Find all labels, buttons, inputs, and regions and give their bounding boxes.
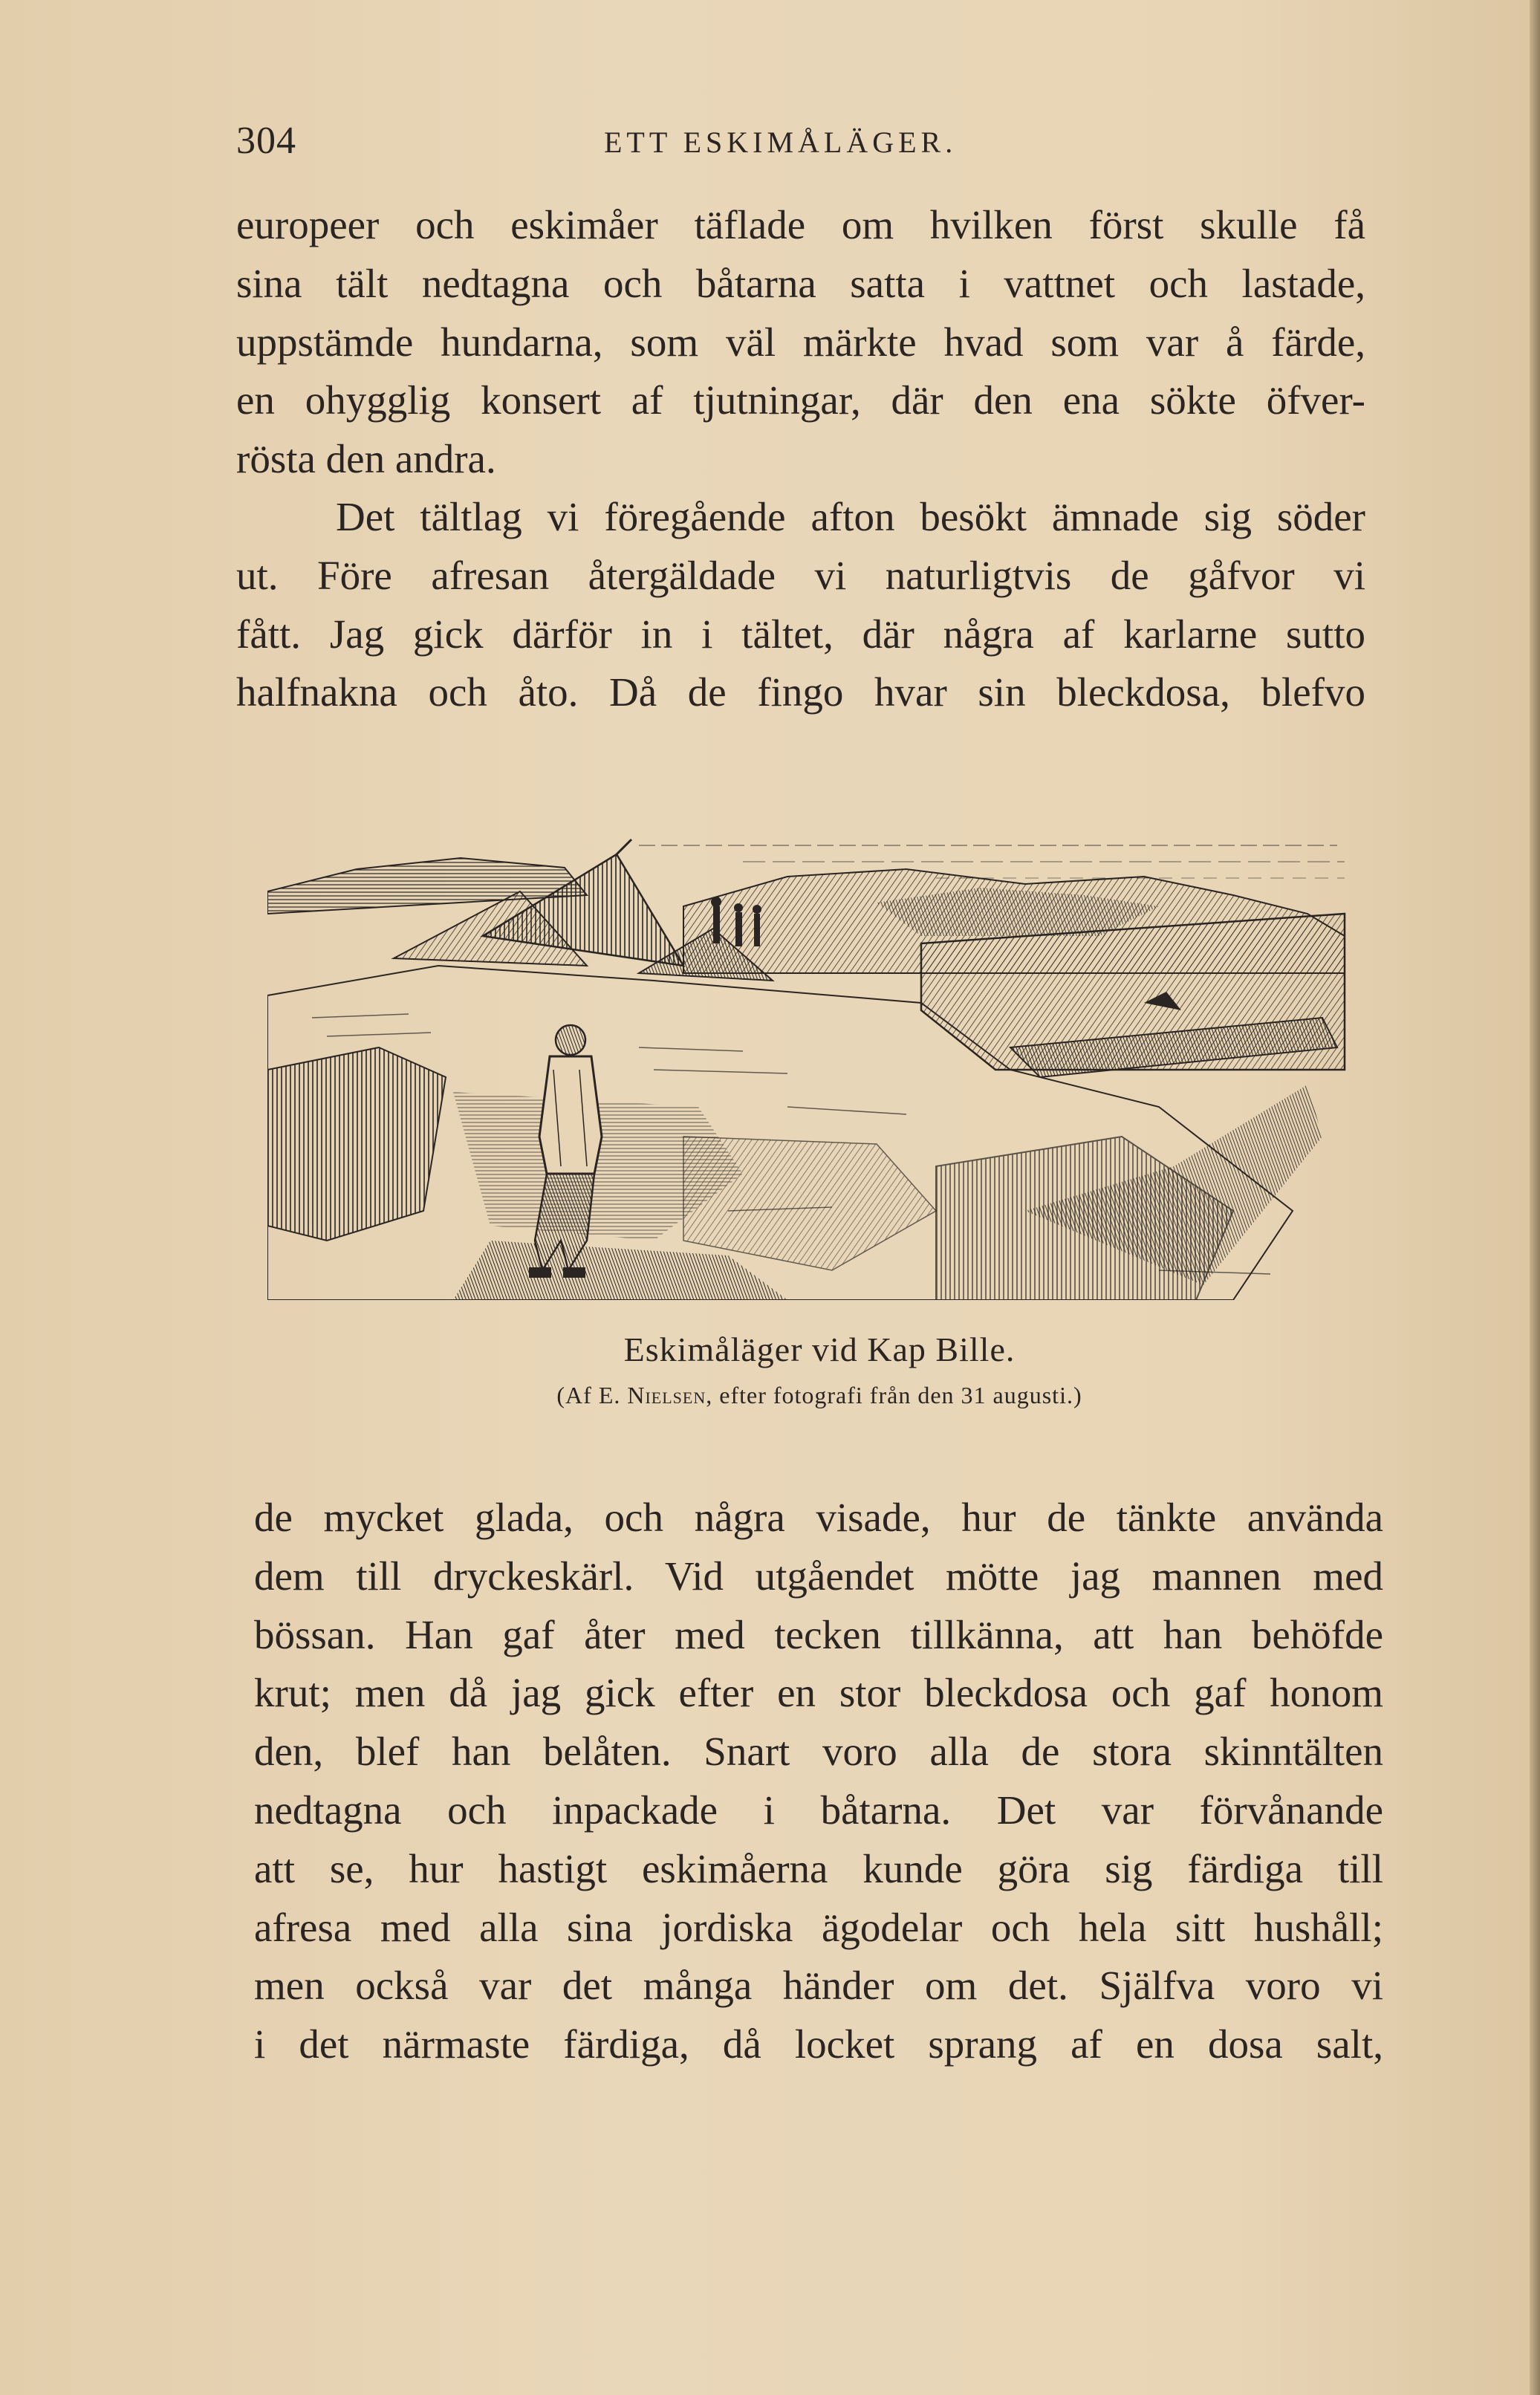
- credit-prefix: (Af E.: [556, 1382, 628, 1408]
- running-title: ETT ESKIMÅLÄGER.: [604, 126, 958, 159]
- figure-credit: [236, 1382, 1403, 1409]
- text-line: rösta den andra.: [236, 436, 496, 482]
- credit-suffix: , efter fotografi från den 31 augusti.): [706, 1382, 1082, 1408]
- credit-name: Nielsen: [627, 1382, 706, 1408]
- text-line: uppstämde hundarna, som väl märkte hvad som var å färde,: [236, 319, 1365, 365]
- text-line: europeer och eskimåer täflade om hvilken först skulle få: [236, 202, 1365, 247]
- text-line: att se, hur hastigt eskimåerna kunde göra sig färdiga till: [254, 1845, 1383, 1891]
- text-line: en ohygglig konsert af tjutningar, där den ena sökte öfver-: [236, 377, 1365, 423]
- text-line: fått. Jag gick därför in i tältet, där några af karlarne sutto: [236, 611, 1365, 657]
- paragraph: [236, 488, 1365, 722]
- text-line: sina tält nedtagna och båtarna satta i vattnet och lastade,: [236, 260, 1365, 306]
- text-line: den, blef han belåten. Snart voro alla de stora skinntälten: [254, 1729, 1383, 1775]
- text-line: bössan. Han gaf åter med tecken tillkänna, att han behöfde: [254, 1611, 1383, 1657]
- text-line: krut; men då jag gick efter en stor bleckdosa och gaf honom: [254, 1670, 1383, 1716]
- text-line: ut. Före afresan återgäldade vi naturligtvis de gåfvor vi: [236, 552, 1365, 598]
- text-line: i det närmaste färdiga, då locket sprang af en dosa salt,: [254, 2021, 1383, 2067]
- text-line: afresa med alla sina jordiska ägodelar och hela sitt hushåll;: [254, 1904, 1383, 1950]
- text-line: halfnakna och åto. Då de fingo hvar sin bleckdosa, blefvo: [236, 669, 1365, 715]
- page-header: [236, 119, 1365, 171]
- page-edge: [1530, 0, 1540, 2395]
- text-line: nedtagna och inpackade i båtarna. Det var förvånande: [254, 1787, 1383, 1833]
- text-line: dem till dryckeskärl. Vid utgåendet mötte jag mannen med: [254, 1553, 1383, 1599]
- figure-caption: Eskimåläger vid Kap Bille.: [623, 1330, 1016, 1368]
- eskimo-camp-engraving: [267, 825, 1352, 1300]
- text-line: men också var det många händer om det. Själfva voro vi: [254, 1963, 1383, 2009]
- text-line: de mycket glada, och några visade, hur de tänkte använda: [254, 1495, 1383, 1540]
- paragraph: [254, 1489, 1383, 2074]
- engraving-illustration: [267, 825, 1352, 1300]
- page-number: 304: [236, 120, 296, 162]
- paragraph: [236, 196, 1365, 489]
- text-line: Det tältlag vi föregående afton besökt ämnade sig söder: [336, 494, 1365, 539]
